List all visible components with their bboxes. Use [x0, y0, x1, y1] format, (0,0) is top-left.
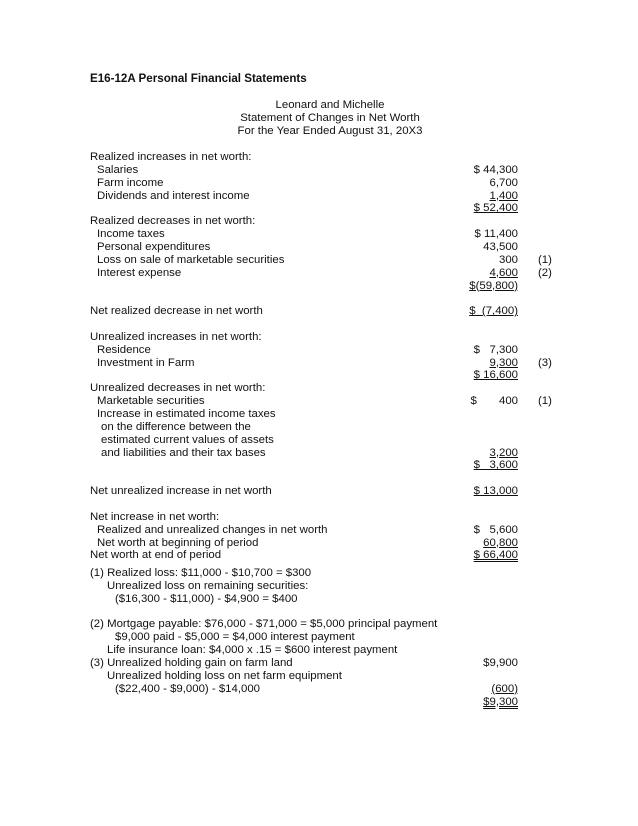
row-note: (3) [538, 356, 552, 369]
footnote-line: $9,000 paid - $5,000 = $4,000 interest payment [115, 631, 355, 644]
statement-row [0, 241, 638, 255]
footnote-amount: $9,900 [483, 657, 518, 669]
statement-row [0, 549, 638, 563]
row-label: Realized decreases in net worth: [90, 215, 256, 228]
footnote-line: Unrealized loss on remaining securities: [107, 579, 309, 592]
statement-title: Statement of Changes in Net Worth [240, 112, 420, 124]
footnote-line: Unrealized holding loss on net farm equipment [107, 669, 342, 682]
row-label: Loss on sale of marketable securities [97, 253, 285, 266]
row-amount: 9,300 [489, 356, 518, 369]
statement-row [0, 202, 638, 216]
row-label: and liabilities and their tax bases [101, 446, 266, 459]
row-label: Increase in estimated income taxes [97, 408, 276, 420]
footnote-amount: (600) [491, 682, 518, 695]
row-amount: 60,800 [483, 536, 518, 549]
statement-row [0, 318, 638, 332]
row-amount: $ 52,400 [473, 202, 518, 215]
row-label: Net unrealized increase in net worth [90, 485, 272, 498]
statement-row [0, 434, 638, 448]
row-amount: $ 16,600 [473, 369, 518, 382]
row-label: Net increase in net worth: [90, 510, 220, 523]
footnote-amount: $9,300 [483, 695, 518, 708]
row-amount: 4,600 [489, 266, 518, 279]
row-label: Investment in Farm [97, 356, 195, 369]
footnote-line: (1) Realized loss: $11,000 - $10,700 = $300 [90, 567, 312, 579]
statement-row [0, 369, 638, 383]
row-note: (1) [538, 253, 552, 266]
footnote-line: (3) Unrealized holding gain on farm land [90, 657, 293, 669]
statement-row [0, 280, 638, 294]
row-label: Dividends and interest income [97, 189, 250, 202]
statement-owner: Leonard and Michelle [275, 99, 385, 111]
row-label: Residence [97, 343, 151, 356]
row-label: estimated current values of assets [101, 433, 274, 446]
document-heading: E16-12A Personal Financial Statements [90, 72, 307, 85]
row-note: (1) [538, 395, 552, 408]
row-label: Marketable securities [97, 395, 205, 408]
row-label: Farm income [97, 176, 164, 189]
row-amount: $(59,800) [469, 279, 518, 292]
row-label: Personal expenditures [97, 240, 211, 253]
statement-row [0, 267, 638, 281]
footnote-line: ($22,400 - $9,000) - $14,000 [115, 682, 261, 695]
statement-row [0, 524, 638, 538]
row-amount: 300 [498, 253, 518, 266]
footnote-line: ($16,300 - $11,000) - $4,900 = $400 [115, 592, 298, 605]
statement-period: For the Year Ended August 31, 20X3 [237, 125, 423, 137]
statement-row [0, 177, 638, 191]
row-note: (2) [538, 266, 552, 279]
statement-row [0, 331, 638, 345]
statement-row [0, 459, 638, 473]
row-label: Net worth at end of period [90, 549, 222, 562]
row-label: Net realized decrease in net worth [90, 305, 263, 318]
statement-row [0, 395, 638, 409]
row-amount: 6,700 [489, 176, 518, 189]
row-amount: $ 400 [470, 395, 518, 408]
row-amount: 3,200 [489, 446, 518, 459]
statement-row [0, 164, 638, 178]
row-amount: $ 7,300 [473, 343, 518, 356]
row-label: Salaries [97, 163, 139, 176]
row-amount: $ 13,000 [473, 485, 518, 498]
row-amount: $ 44,300 [473, 163, 518, 176]
row-amount: 43,500 [483, 240, 518, 253]
row-label: Realized increases in net worth: [90, 151, 252, 163]
row-label: Net worth at beginning of period [97, 536, 259, 549]
statement-row [0, 498, 638, 512]
row-amount: $ 5,600 [473, 523, 518, 536]
row-amount: $ 66,400 [473, 549, 518, 562]
row-label: Unrealized increases in net worth: [90, 330, 262, 343]
footnote-line: Life insurance loan: $4,000 x .15 = $600 interest payment [107, 644, 398, 657]
statement-row [0, 421, 638, 435]
row-label: Unrealized decreases in net worth: [90, 382, 266, 395]
row-amount: 1,400 [489, 189, 518, 202]
row-amount: $ 3,600 [473, 459, 518, 472]
row-label: on the difference between the [101, 420, 251, 433]
row-label: Interest expense [97, 266, 182, 279]
row-amount: $ 11,400 [474, 228, 518, 241]
row-amount: $ (7,400) [469, 305, 518, 318]
row-label: Realized and unrealized changes in net worth [97, 523, 328, 536]
footnote-line: (2) Mortgage payable: $76,000 - $71,000 = $5,000 principal payment [90, 618, 438, 631]
row-label: Income taxes [97, 228, 165, 241]
